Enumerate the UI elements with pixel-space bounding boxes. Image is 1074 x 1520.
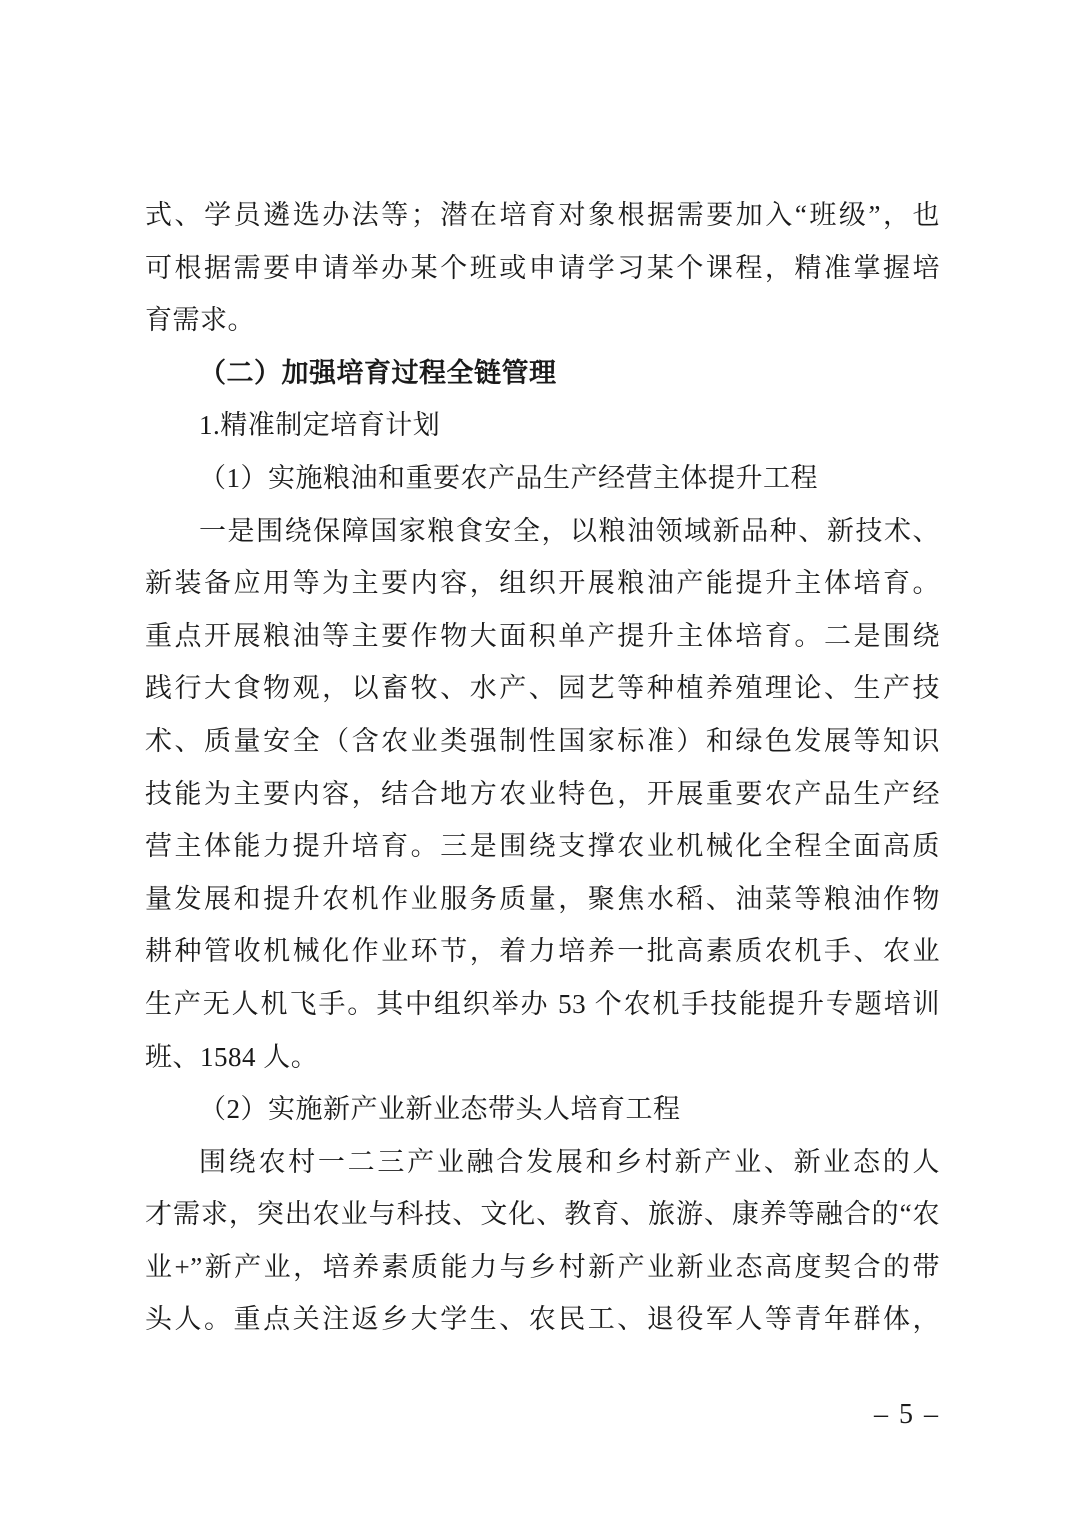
document-body (145, 189, 940, 1346)
text-line: 班、1584 人。 (145, 1041, 319, 1072)
heading-level-4: （1）实施粮油和重要农产品生产经营主体提升工程 (199, 462, 818, 493)
text-line: 技能为主要内容，结合地方农业特色，开展重要农产品生产经 (145, 778, 940, 809)
text-line: 围绕农村一二三产业融合发展和乡村新产业、新业态的人 (199, 1146, 940, 1177)
text-line: 营主体能力提升培育。三是围绕支撑农业机械化全程全面高质 (145, 831, 940, 862)
text-line: 可根据需要申请举办某个班或申请学习某个课程，精准掌握培 (145, 252, 940, 283)
text-line: 式、学员遴选办法等；潜在培育对象根据需要加入“班级”，也 (145, 200, 940, 230)
text-line: 育需求。 (145, 305, 255, 336)
text-line: 践行大食物观，以畜牧、水产、园艺等种植养殖理论、生产技 (145, 673, 940, 704)
text-line: 新装备应用等为主要内容，组织开展粮油产能提升主体培育。 (145, 568, 940, 599)
heading-level-3: 1.精准制定培育计划 (199, 410, 441, 441)
text-line: 量发展和提升农机作业服务质量，聚焦水稻、油菜等粮油作物 (145, 883, 940, 914)
text-line: 业+”新产业，培养素质能力与乡村新产业新业态高度契合的带 (145, 1251, 940, 1282)
heading-level-2: （二）加强培育过程全链管理 (199, 357, 557, 388)
text-line: 一是围绕保障国家粮食安全，以粮油领域新品种、新技术、 (199, 515, 940, 546)
text-line: 术、质量安全（含农业类强制性国家标准）和绿色发展等知识 (145, 725, 940, 756)
text-line: 生产无人机飞手。其中组织举办 53 个农机手技能提升专题培训 (145, 988, 940, 1019)
text-line: 重点开展粮油等主要作物大面积单产提升主体培育。二是围绕 (145, 620, 940, 651)
text-line: 耕种管收机械化作业环节，着力培养一批高素质农机手、农业 (145, 936, 940, 967)
text-line: 才需求，突出农业与科技、文化、教育、旅游、康养等融合的“农 (145, 1199, 940, 1230)
page-number: – 5 – (874, 1399, 940, 1430)
heading-level-4: （2）实施新产业新业态带头人培育工程 (199, 1094, 681, 1125)
text-line: 头人。重点关注返乡大学生、农民工、退役军人等青年群体， (145, 1304, 940, 1335)
